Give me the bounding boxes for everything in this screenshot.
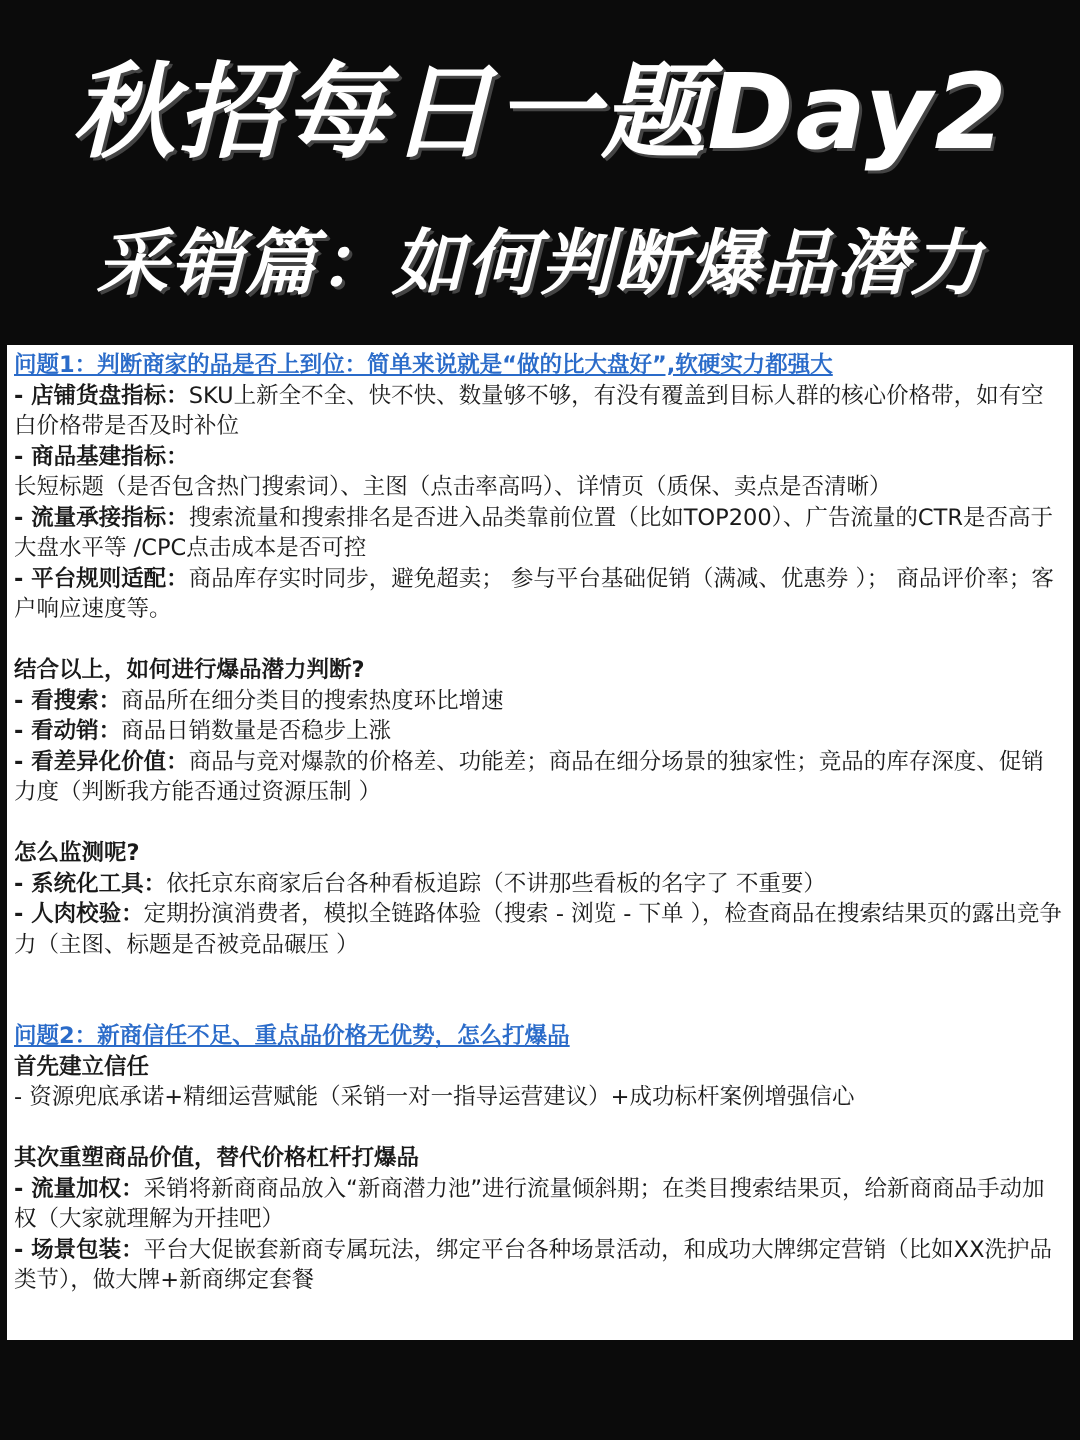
- item-label: - 流量加权：: [14, 1175, 144, 1202]
- judge-item-search: [14, 686, 1065, 717]
- page-title: 秋招每日一题Day2: [71, 51, 1009, 173]
- item-text: 采销将新商商品放入“新商潜力池”进行流量倾斜期；在类目搜索结果页，给新商商品手动加权（大家就理解为开挂吧）: [14, 1175, 1045, 1232]
- spacer: [14, 808, 1065, 839]
- item-label: - 平台规则适配：: [14, 565, 189, 592]
- item-label: - 看动销：: [14, 718, 122, 744]
- item-text: 商品与竞对爆款的价格差、功能差；商品在细分场景的独家性；竞品的库存深度、促销力度（判断我方能否通过资源压制 ）: [14, 748, 1044, 805]
- trust-text: - 资源兜底承诺+精细运营赋能（采销一对一指导运营建议）+成功标杆案例增强信心: [14, 1084, 855, 1110]
- item-label: - 流量承接指标：: [14, 504, 189, 531]
- item-label: - 看搜索：: [14, 687, 122, 714]
- item-label: - 店铺货盘指标：: [14, 382, 189, 409]
- trust-heading: 首先建立信任: [14, 1053, 150, 1080]
- q1-item-store-assortment: [14, 381, 1065, 442]
- q1-item-platform-rules: [14, 564, 1065, 625]
- item-text: 商品所在细分类目的搜索热度环比增速: [121, 687, 504, 714]
- value-item-scenario-packaging: [14, 1235, 1065, 1296]
- monitor-item-tools: [14, 869, 1065, 900]
- value-item-traffic-boost: [14, 1174, 1065, 1235]
- item-label: - 系统化工具：: [14, 870, 167, 897]
- item-label: - 商品基建指标：: [14, 443, 189, 470]
- item-label: - 场景包装：: [14, 1236, 144, 1263]
- judge-heading: 结合以上，如何进行爆品潜力判断?: [14, 657, 365, 683]
- item-text: 商品日销数量是否稳步上涨: [121, 718, 392, 744]
- page-subtitle: 采销篇：如何判断爆品潜力: [95, 221, 984, 305]
- value-heading: 其次重塑商品价值，替代价格杠杆打爆品: [14, 1145, 420, 1171]
- content-card: [7, 345, 1073, 1340]
- item-label: - 看差异化价值：: [14, 748, 189, 775]
- item-text: 长短标题（是否包含热门搜索词）、主图（点击率高吗）、详情页（质保、卖点是否清晰）: [14, 474, 892, 500]
- monitor-item-manual-check: [14, 899, 1065, 960]
- item-text: SKU上新全不全、快不快、数量够不够，有没有覆盖到目标人群的核心价格带，如有空白价格带是否及时补位: [14, 382, 1044, 439]
- question-1-title: 问题1：判断商家的品是否上到位：简单来说就是“做的比大盘好”,软硬实力都强大: [14, 352, 833, 378]
- monitor-heading: 怎么监测呢?: [14, 840, 140, 866]
- spacer: [14, 960, 1065, 1021]
- judge-item-sales: [14, 716, 1065, 747]
- item-text: 商品库存实时同步，避免超卖； 参与平台基础促销（满减、优惠券 ）； 商品评价率；客户响应速度等。: [14, 565, 1054, 622]
- item-text: 定期扮演消费者，模拟全链路体验（搜索 - 浏览 - 下单 ），检查商品在搜索结果页的露出竞争力（主图、标题是否被竞品碾压 ）: [14, 901, 1062, 958]
- judge-item-differentiation: [14, 747, 1065, 808]
- item-text: 搜索流量和搜索排名是否进入品类靠前位置（比如TOP200）、广告流量的CTR是否高于大盘水平等 /CPC点击成本是否可控: [14, 504, 1053, 561]
- item-text: 依托京东商家后台各种看板追踪（不讲那些看板的名字了 不重要）: [166, 870, 826, 897]
- q1-item-product-infrastructure: [14, 442, 1065, 503]
- spacer: [14, 625, 1065, 656]
- spacer: [14, 1113, 1065, 1144]
- q1-item-traffic: [14, 503, 1065, 564]
- item-text: 平台大促嵌套新商专属玩法，绑定平台各种场景活动，和成功大牌绑定营销（比如XX洗护品类节），做大牌+新商绑定套餐: [14, 1236, 1053, 1293]
- question-2-title: 问题2：新商信任不足、重点品价格无优势，怎么打爆品: [14, 1023, 570, 1049]
- item-label: - 人肉校验：: [14, 901, 144, 927]
